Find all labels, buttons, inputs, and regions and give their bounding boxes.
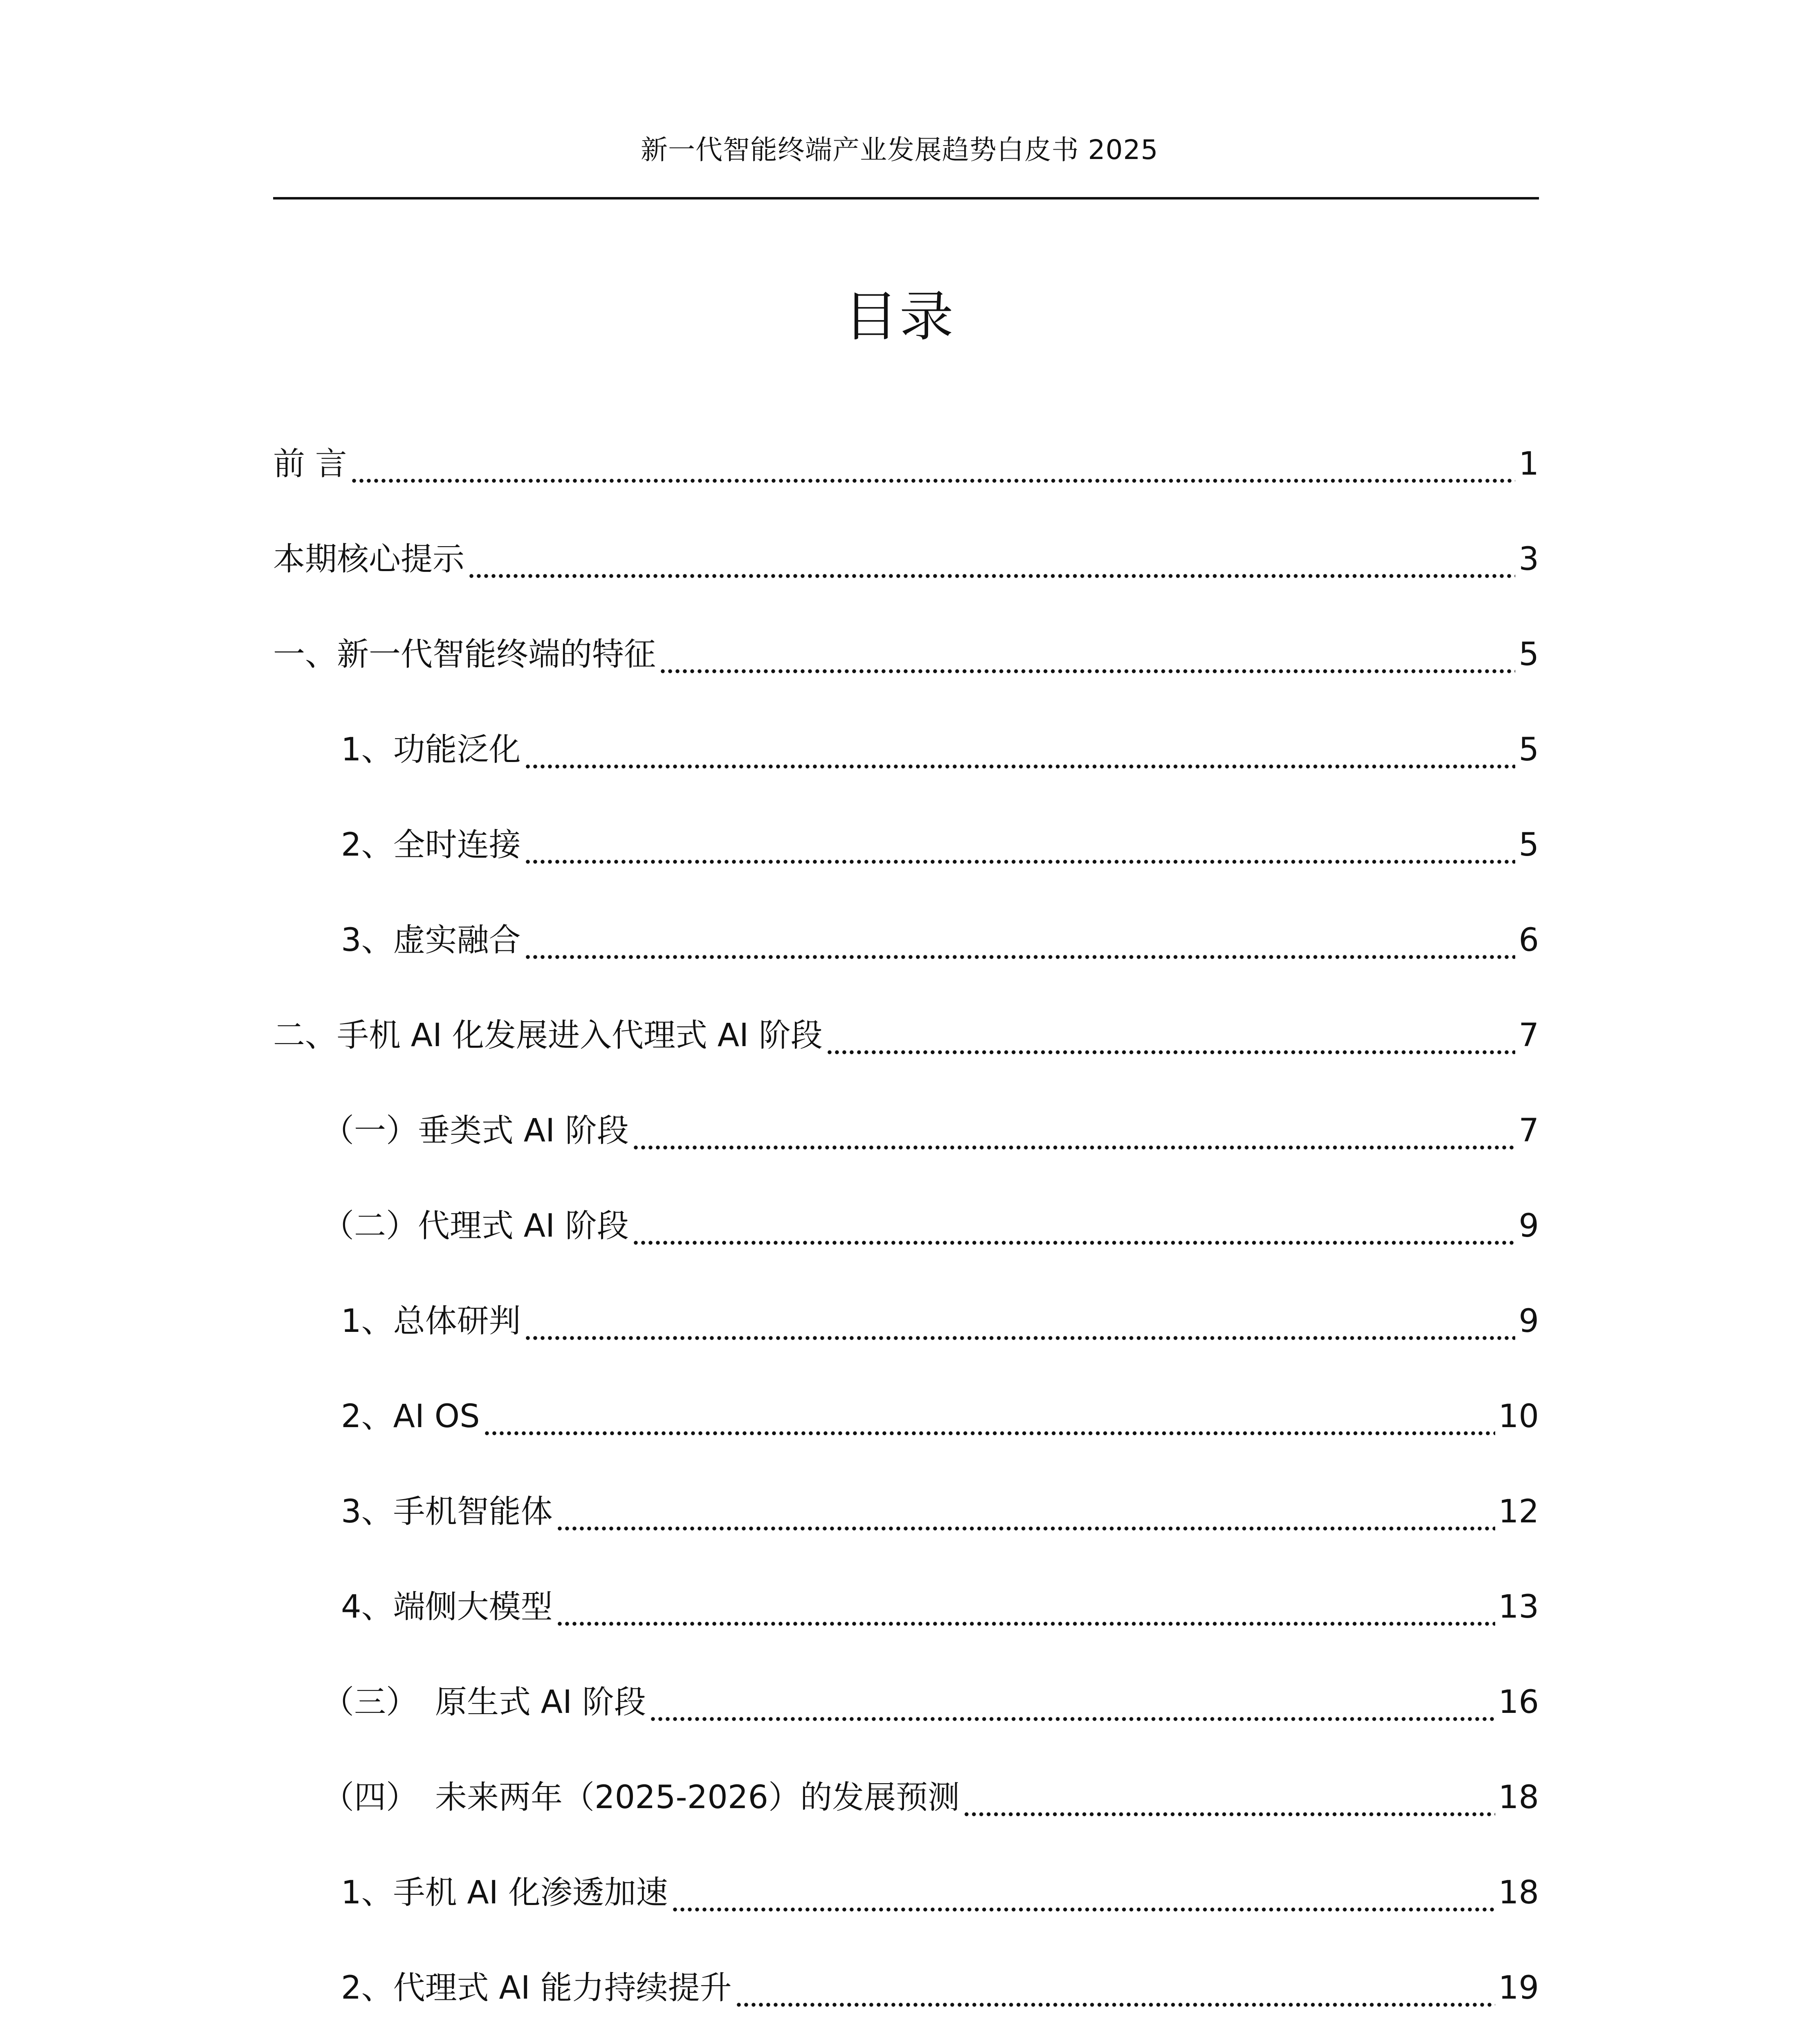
toc-entry[interactable] [273,1913,1539,2008]
toc-entry[interactable] [273,580,1539,675]
toc-page-number: 16 [1498,1684,1539,1721]
toc-entry[interactable] [273,389,1539,484]
toc-entry-label: （一）垂类式 AI 阶段 [322,1112,629,1149]
toc-entry-text: 未来两年（2025-2026）的发展预测 [435,1779,960,1816]
header-divider [273,197,1539,199]
toc-dot-leader [826,1015,1515,1056]
toc-entry[interactable] [273,770,1539,865]
toc-page-number: 7 [1519,1112,1539,1149]
toc-entry[interactable] [273,1246,1539,1342]
toc-entry-number: （三） [322,1684,418,1721]
toc-page-number: 12 [1498,1493,1539,1530]
toc-page-number: 3 [1519,541,1539,578]
toc-entry-label [322,1777,960,1818]
toc-entry[interactable] [273,1056,1539,1151]
toc-dot-leader [483,1396,1495,1437]
toc-entry-label: 1、手机 AI 化渗透加速 [341,1874,668,1911]
toc-page-number: 13 [1498,1589,1539,1625]
toc-page-number: 5 [1519,636,1539,673]
toc-entry[interactable] [273,1627,1539,1723]
toc-page-number: 9 [1519,1303,1539,1340]
toc-page-number: 19 [1498,1970,1539,2006]
toc-entry-label: （二）代理式 AI 阶段 [322,1208,629,1244]
toc-entry[interactable] [273,1818,1539,1913]
toc-entry[interactable] [273,1723,1539,1818]
toc-page-number: 5 [1519,827,1539,863]
toc-page-number: 10 [1498,1398,1539,1435]
toc-entry-label: 前 言 [273,446,347,482]
running-header: 新一代智能终端产业发展趋势白皮书 2025 [641,134,1158,166]
toc-dot-leader [735,1968,1495,2008]
toc-page-number: 5 [1519,731,1539,768]
toc-entry[interactable] [273,484,1539,580]
toc-dot-leader [659,634,1515,675]
toc-entry[interactable] [273,865,1539,961]
toc-page-number: 6 [1519,922,1539,959]
toc-entry[interactable] [273,1532,1539,1627]
toc-entry-label: 2、AI OS [341,1398,480,1435]
table-of-contents [273,389,1539,2044]
toc-dot-leader [649,1682,1495,1723]
toc-entry-label: 1、功能泛化 [341,731,521,768]
toc-page-number: 7 [1519,1017,1539,1054]
toc-dot-leader [632,1206,1515,1246]
toc-dot-leader [524,729,1516,770]
toc-entry-label: 本期核心提示 [273,541,465,578]
toc-entry-label: 二、手机 AI 化发展进入代理式 AI 阶段 [273,1017,823,1054]
toc-dot-leader [524,825,1516,865]
toc-dot-leader [963,1777,1495,1818]
toc-page-number: 9 [1519,1208,1539,1244]
toc-entry-label: 2、代理式 AI 能力持续提升 [341,1970,732,2006]
toc-entry-label: 1、总体研判 [341,1303,521,1340]
toc-dot-leader [556,1491,1495,1532]
toc-entry-label [322,1682,646,1723]
toc-dot-leader [556,1587,1495,1627]
toc-entry[interactable] [273,2008,1539,2044]
toc-entry[interactable] [273,961,1539,1056]
toc-title: 目录 [844,285,955,348]
toc-entry-label: 3、手机智能体 [341,1493,553,1530]
toc-entry[interactable] [273,1151,1539,1246]
toc-entry-label: 3、虚实融合 [341,922,521,959]
toc-entry[interactable] [273,1437,1539,1532]
toc-entry-text: 原生式 AI 阶段 [435,1684,646,1721]
toc-dot-leader [671,1872,1495,1913]
toc-entry-label: 4、端侧大模型 [341,1589,553,1625]
toc-entry-number: （四） [322,1779,418,1816]
toc-dot-leader [632,1110,1515,1151]
toc-entry[interactable] [273,1342,1539,1437]
toc-dot-leader [524,920,1516,961]
toc-entry-label: 2、全时连接 [341,827,521,863]
toc-dot-leader [350,444,1516,484]
toc-entry[interactable] [273,675,1539,770]
toc-page-number: 1 [1519,446,1539,482]
toc-page-number: 18 [1498,1779,1539,1816]
toc-dot-leader [524,1301,1516,1342]
toc-dot-leader [468,539,1515,580]
toc-entry-label: 一、新一代智能终端的特征 [273,636,656,673]
toc-page-number: 18 [1498,1874,1539,1911]
